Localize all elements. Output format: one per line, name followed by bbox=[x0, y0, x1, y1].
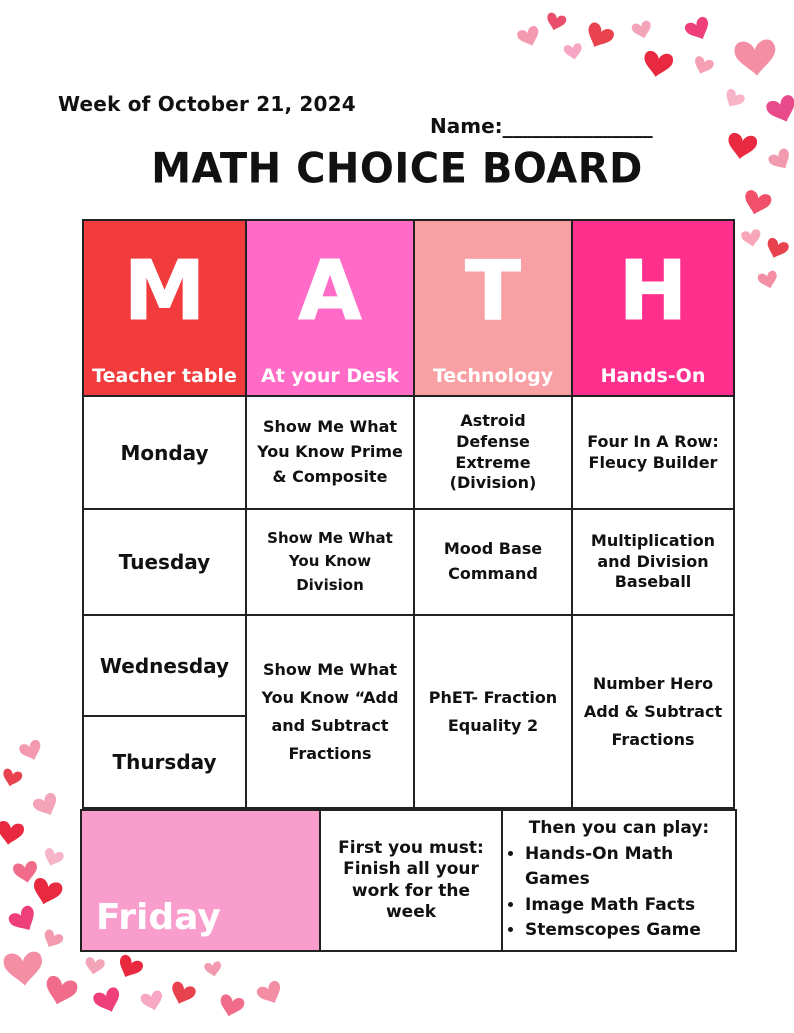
monday-desk-activity: Show Me What You Know Prime & Composite bbox=[247, 397, 415, 510]
play-option: • Hands-On Math Games bbox=[525, 842, 735, 893]
tuesday-desk-activity: Show Me What You Know Division bbox=[247, 510, 415, 616]
tuesday-technology-activity: Mood Base Command bbox=[415, 510, 573, 616]
column-letter: M bbox=[123, 244, 206, 339]
column-label: At your Desk bbox=[261, 365, 399, 387]
column-label: Technology bbox=[432, 365, 554, 387]
play-options bbox=[503, 842, 735, 944]
tuesday-hands-on-activity: Multiplication and Division Baseball bbox=[573, 510, 733, 616]
day-monday: Monday bbox=[84, 397, 247, 510]
column-header-at-your-desk bbox=[247, 221, 415, 397]
monday-technology-activity: Astroid Defense Extreme (Division) bbox=[415, 397, 573, 510]
day-friday: Friday bbox=[96, 897, 221, 938]
friday-play-list bbox=[503, 811, 735, 950]
week-of-date: Week of October 21, 2024 bbox=[58, 92, 356, 116]
friday-must-note: First you must: Finish all your work for the week bbox=[321, 811, 503, 950]
column-label: Hands-On bbox=[600, 365, 706, 387]
wed-thu-hands-on-activity: Number Hero Add & Subtract Fractions bbox=[583, 673, 723, 749]
day-tuesday: Tuesday bbox=[84, 510, 247, 616]
friday-cell bbox=[82, 811, 321, 950]
monday-hands-on-activity: Four In A Row: Fleucy Builder bbox=[573, 397, 733, 510]
play-option: • Stemscopes Game bbox=[525, 918, 735, 944]
column-header-technology bbox=[415, 221, 573, 397]
column-header-hands-on bbox=[573, 221, 733, 397]
friday-row bbox=[80, 809, 737, 952]
column-header-teacher-table bbox=[84, 221, 247, 397]
day-wednesday: Wednesday bbox=[84, 616, 247, 717]
column-letter: T bbox=[465, 244, 521, 339]
page-title: MATH CHOICE BOARD bbox=[151, 144, 643, 194]
column-label: Teacher table bbox=[92, 365, 237, 387]
play-option: • Image Math Facts bbox=[525, 893, 735, 919]
wed-thu-desk-activity: Show Me What You Know “Add and Subtract Fractions bbox=[247, 616, 415, 807]
column-letter: A bbox=[298, 244, 362, 339]
day-thursday: Thursday bbox=[84, 717, 247, 807]
column-letter: H bbox=[618, 244, 688, 339]
wed-thu-technology-activity: PhET- Fraction Equality 2 bbox=[415, 616, 573, 807]
choice-board-grid bbox=[82, 219, 735, 809]
name-line: Name:_______________ bbox=[430, 114, 653, 138]
play-lead: Then you can play: bbox=[528, 817, 710, 838]
